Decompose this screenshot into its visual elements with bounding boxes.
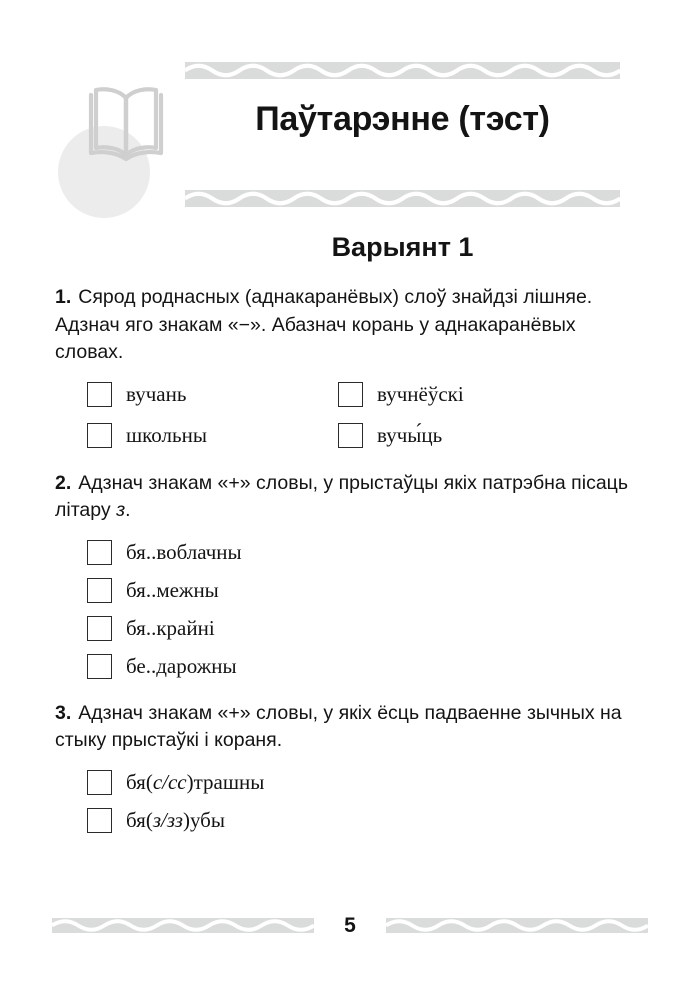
checkbox[interactable] xyxy=(87,423,112,448)
checkbox[interactable] xyxy=(87,770,112,795)
option-row[interactable] xyxy=(338,376,464,414)
question-number-1: 1. xyxy=(55,286,72,308)
checkbox[interactable] xyxy=(87,540,112,565)
option-row[interactable] xyxy=(87,376,186,414)
option-label: бя..воблачны xyxy=(126,540,242,564)
options-list-2 xyxy=(55,534,645,686)
option-label: вучнёўскі xyxy=(377,382,464,406)
wavy-band-bottom xyxy=(185,190,620,207)
question-prompt-3 xyxy=(55,700,645,755)
question-block-3 xyxy=(55,700,645,840)
option-label: бя..межны xyxy=(126,578,219,602)
page-footer xyxy=(0,914,700,938)
checkbox[interactable] xyxy=(87,808,112,833)
option-label: вучы́ць xyxy=(377,423,443,447)
option-row[interactable] xyxy=(87,534,645,572)
question-prompt-1 xyxy=(55,284,645,367)
questions-container xyxy=(55,284,645,840)
option-row[interactable] xyxy=(87,648,645,686)
header-band-area xyxy=(185,62,620,207)
wavy-band-footer-right xyxy=(386,918,648,933)
checkbox[interactable] xyxy=(338,382,363,407)
question-block-2 xyxy=(55,470,645,686)
option-row[interactable] xyxy=(87,802,645,840)
option-label: бе..дарожны xyxy=(126,654,237,678)
option-row[interactable] xyxy=(87,764,645,802)
option-row[interactable] xyxy=(87,417,207,455)
page-title: Паўтарэнне (тэст) xyxy=(255,100,550,138)
open-book-icon xyxy=(82,82,170,162)
question-prompt-2 xyxy=(55,470,645,525)
options-list-1 xyxy=(55,376,645,456)
option-row[interactable] xyxy=(338,417,442,455)
variant-heading: Варыянт 1 xyxy=(331,232,474,262)
option-row[interactable] xyxy=(87,610,645,648)
question-number-3: 3. xyxy=(55,701,72,724)
checkbox[interactable] xyxy=(338,423,363,448)
question-block-1 xyxy=(55,284,645,456)
checkbox[interactable] xyxy=(87,382,112,407)
option-label: бя..крайні xyxy=(126,616,215,640)
question-number-2: 2. xyxy=(55,471,72,494)
question-text-3: Адзнач знакам «+» словы, у якіх ёсць падваенне зычных на стыку прыстаўкі і кораня. xyxy=(55,701,622,751)
page-header xyxy=(0,62,700,207)
question-text-2: Адзнач знакам «+» словы, у прыстаўцы якіх патрэбна пісаць літару з. xyxy=(55,471,628,521)
header-icon-wrap xyxy=(58,72,188,207)
checkbox[interactable] xyxy=(87,616,112,641)
question-text-1: Сярод роднасных (аднакаранёвых) слоў знайдзі лішняе. Адзнач яго знакам «−». Абазнач корань у аднакаранёвых словах. xyxy=(55,286,593,363)
option-label: вучань xyxy=(126,382,187,406)
checkbox[interactable] xyxy=(87,654,112,679)
wavy-band-top xyxy=(185,62,620,79)
option-label: школьны xyxy=(126,423,207,447)
page-number: 5 xyxy=(344,914,356,937)
checkbox[interactable] xyxy=(87,578,112,603)
option-label: бя(з/зз)убы xyxy=(126,808,225,832)
wavy-band-footer-left xyxy=(52,918,314,933)
option-row[interactable] xyxy=(87,572,645,610)
options-list-3 xyxy=(55,764,645,840)
option-label: бя(с/сс)трашны xyxy=(126,770,265,794)
